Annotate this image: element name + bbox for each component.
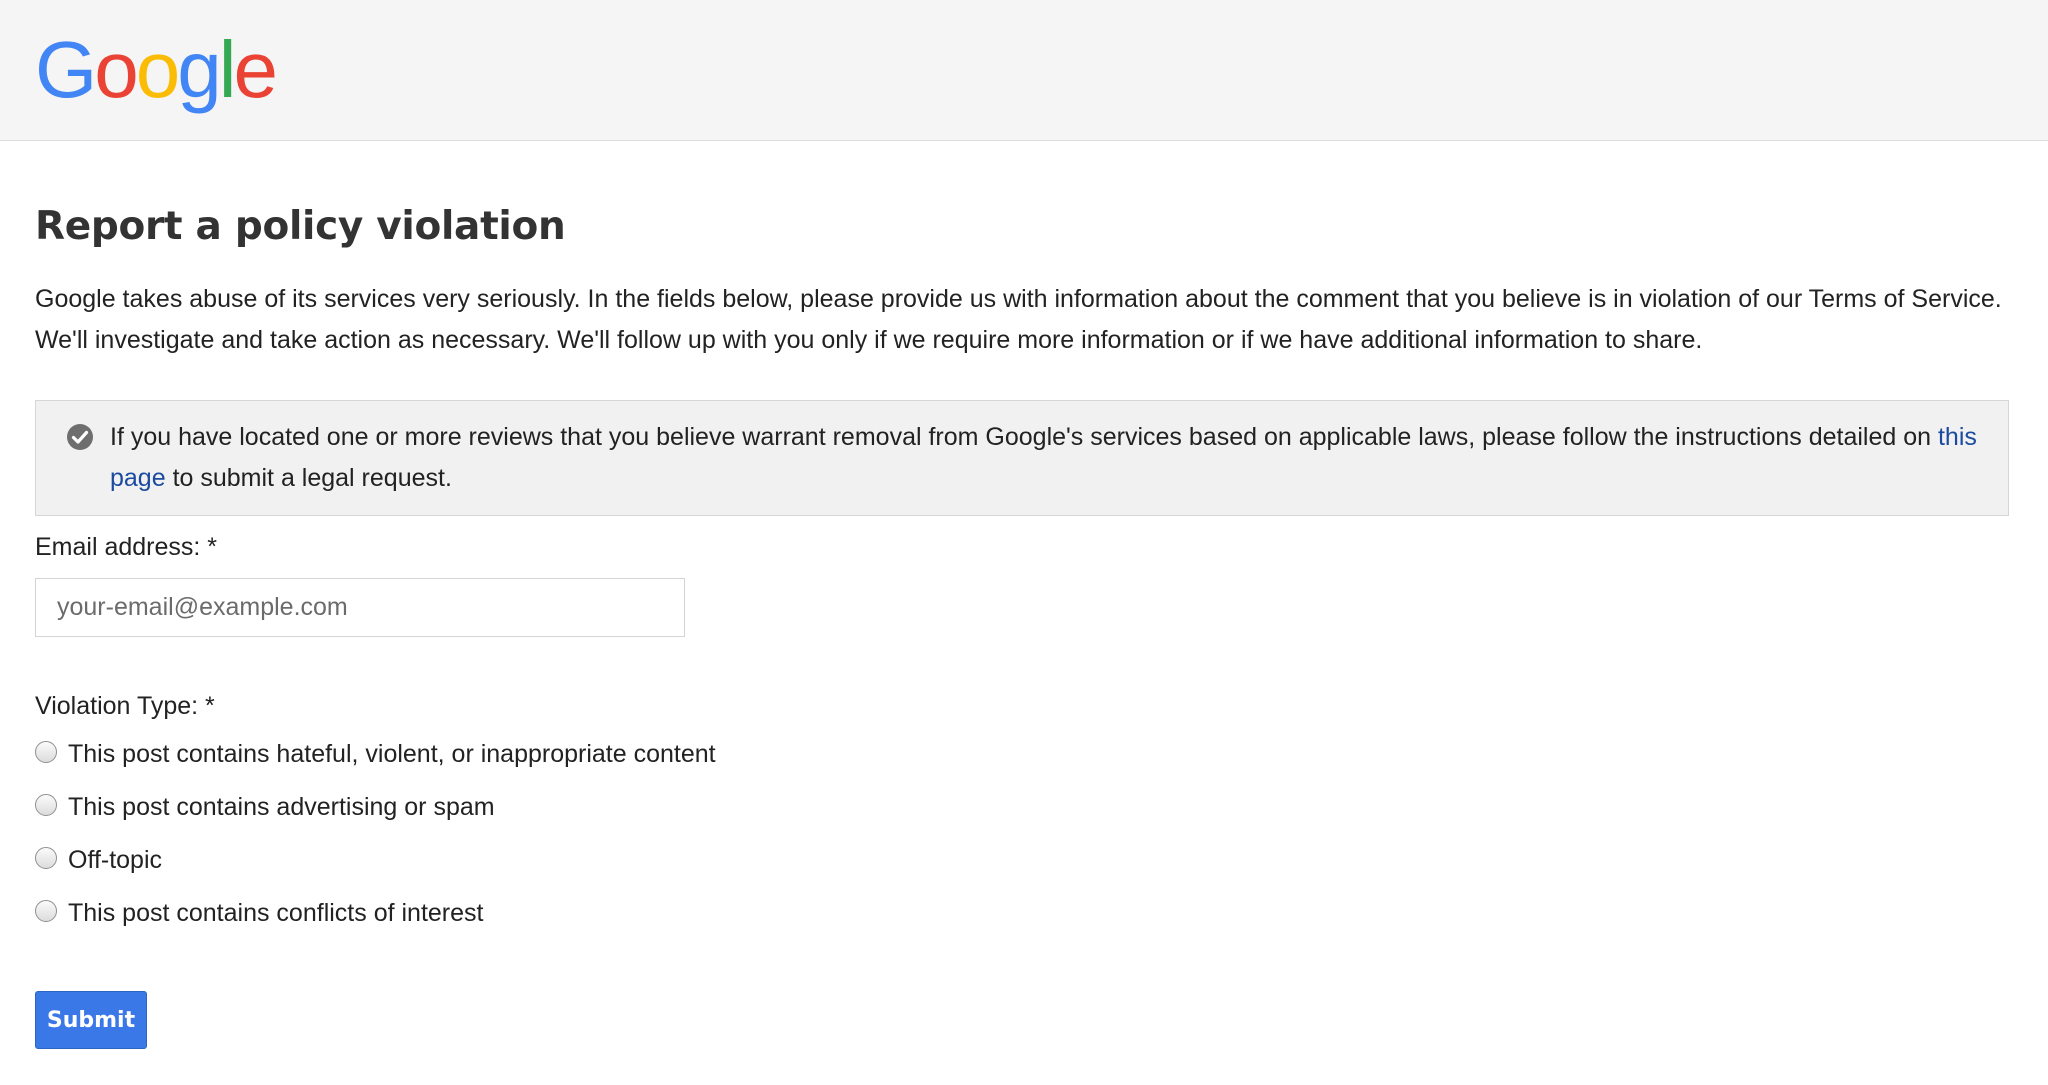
logo-letter-4: g xyxy=(177,25,219,114)
this-page-link[interactable]: this page xyxy=(110,423,1977,492)
radio-label: This post contains hateful, violent, or inappropriate content xyxy=(68,740,716,768)
radio-button[interactable] xyxy=(35,794,57,816)
email-label: Email address: * xyxy=(35,533,218,561)
page-title: Report a policy violation xyxy=(35,204,566,249)
legal-notice-box xyxy=(35,400,2009,516)
google-logo[interactable] xyxy=(35,22,275,118)
radio-button[interactable] xyxy=(35,900,57,922)
radio-label: This post contains advertising or spam xyxy=(68,793,495,821)
notice-text-after: to submit a legal request. xyxy=(165,464,452,492)
submit-button[interactable]: Submit xyxy=(35,991,147,1049)
radio-label: This post contains conflicts of interest xyxy=(68,899,484,927)
notice-text-before: If you have located one or more reviews that you believe warrant removal from Google's services based on applicable laws, please follow the instructions detailed on xyxy=(110,423,1938,451)
logo-letter-6: e xyxy=(233,25,276,114)
logo-letter-3: o xyxy=(135,25,178,114)
check-circle-icon xyxy=(66,423,94,451)
logo-letter-5: l xyxy=(218,25,234,114)
violation-type-label: Violation Type: * xyxy=(35,692,215,720)
radio-button[interactable] xyxy=(35,741,57,763)
header-bar xyxy=(0,0,2048,141)
radio-button[interactable] xyxy=(35,847,57,869)
legal-notice-text xyxy=(110,417,1990,499)
email-input[interactable] xyxy=(35,578,685,637)
logo-letter-2: o xyxy=(94,25,136,114)
intro-text: Google takes abuse of its services very seriously. In the fields below, please provide us with information about the comment that you believe is in violation of our Terms of Service. We'll investigate and take action as necessary. We'll follow up with you only if we require more information or if we have additional information to share. xyxy=(35,285,2002,354)
radio-label: Off-topic xyxy=(68,846,163,874)
logo-letter-1: G xyxy=(35,25,95,114)
